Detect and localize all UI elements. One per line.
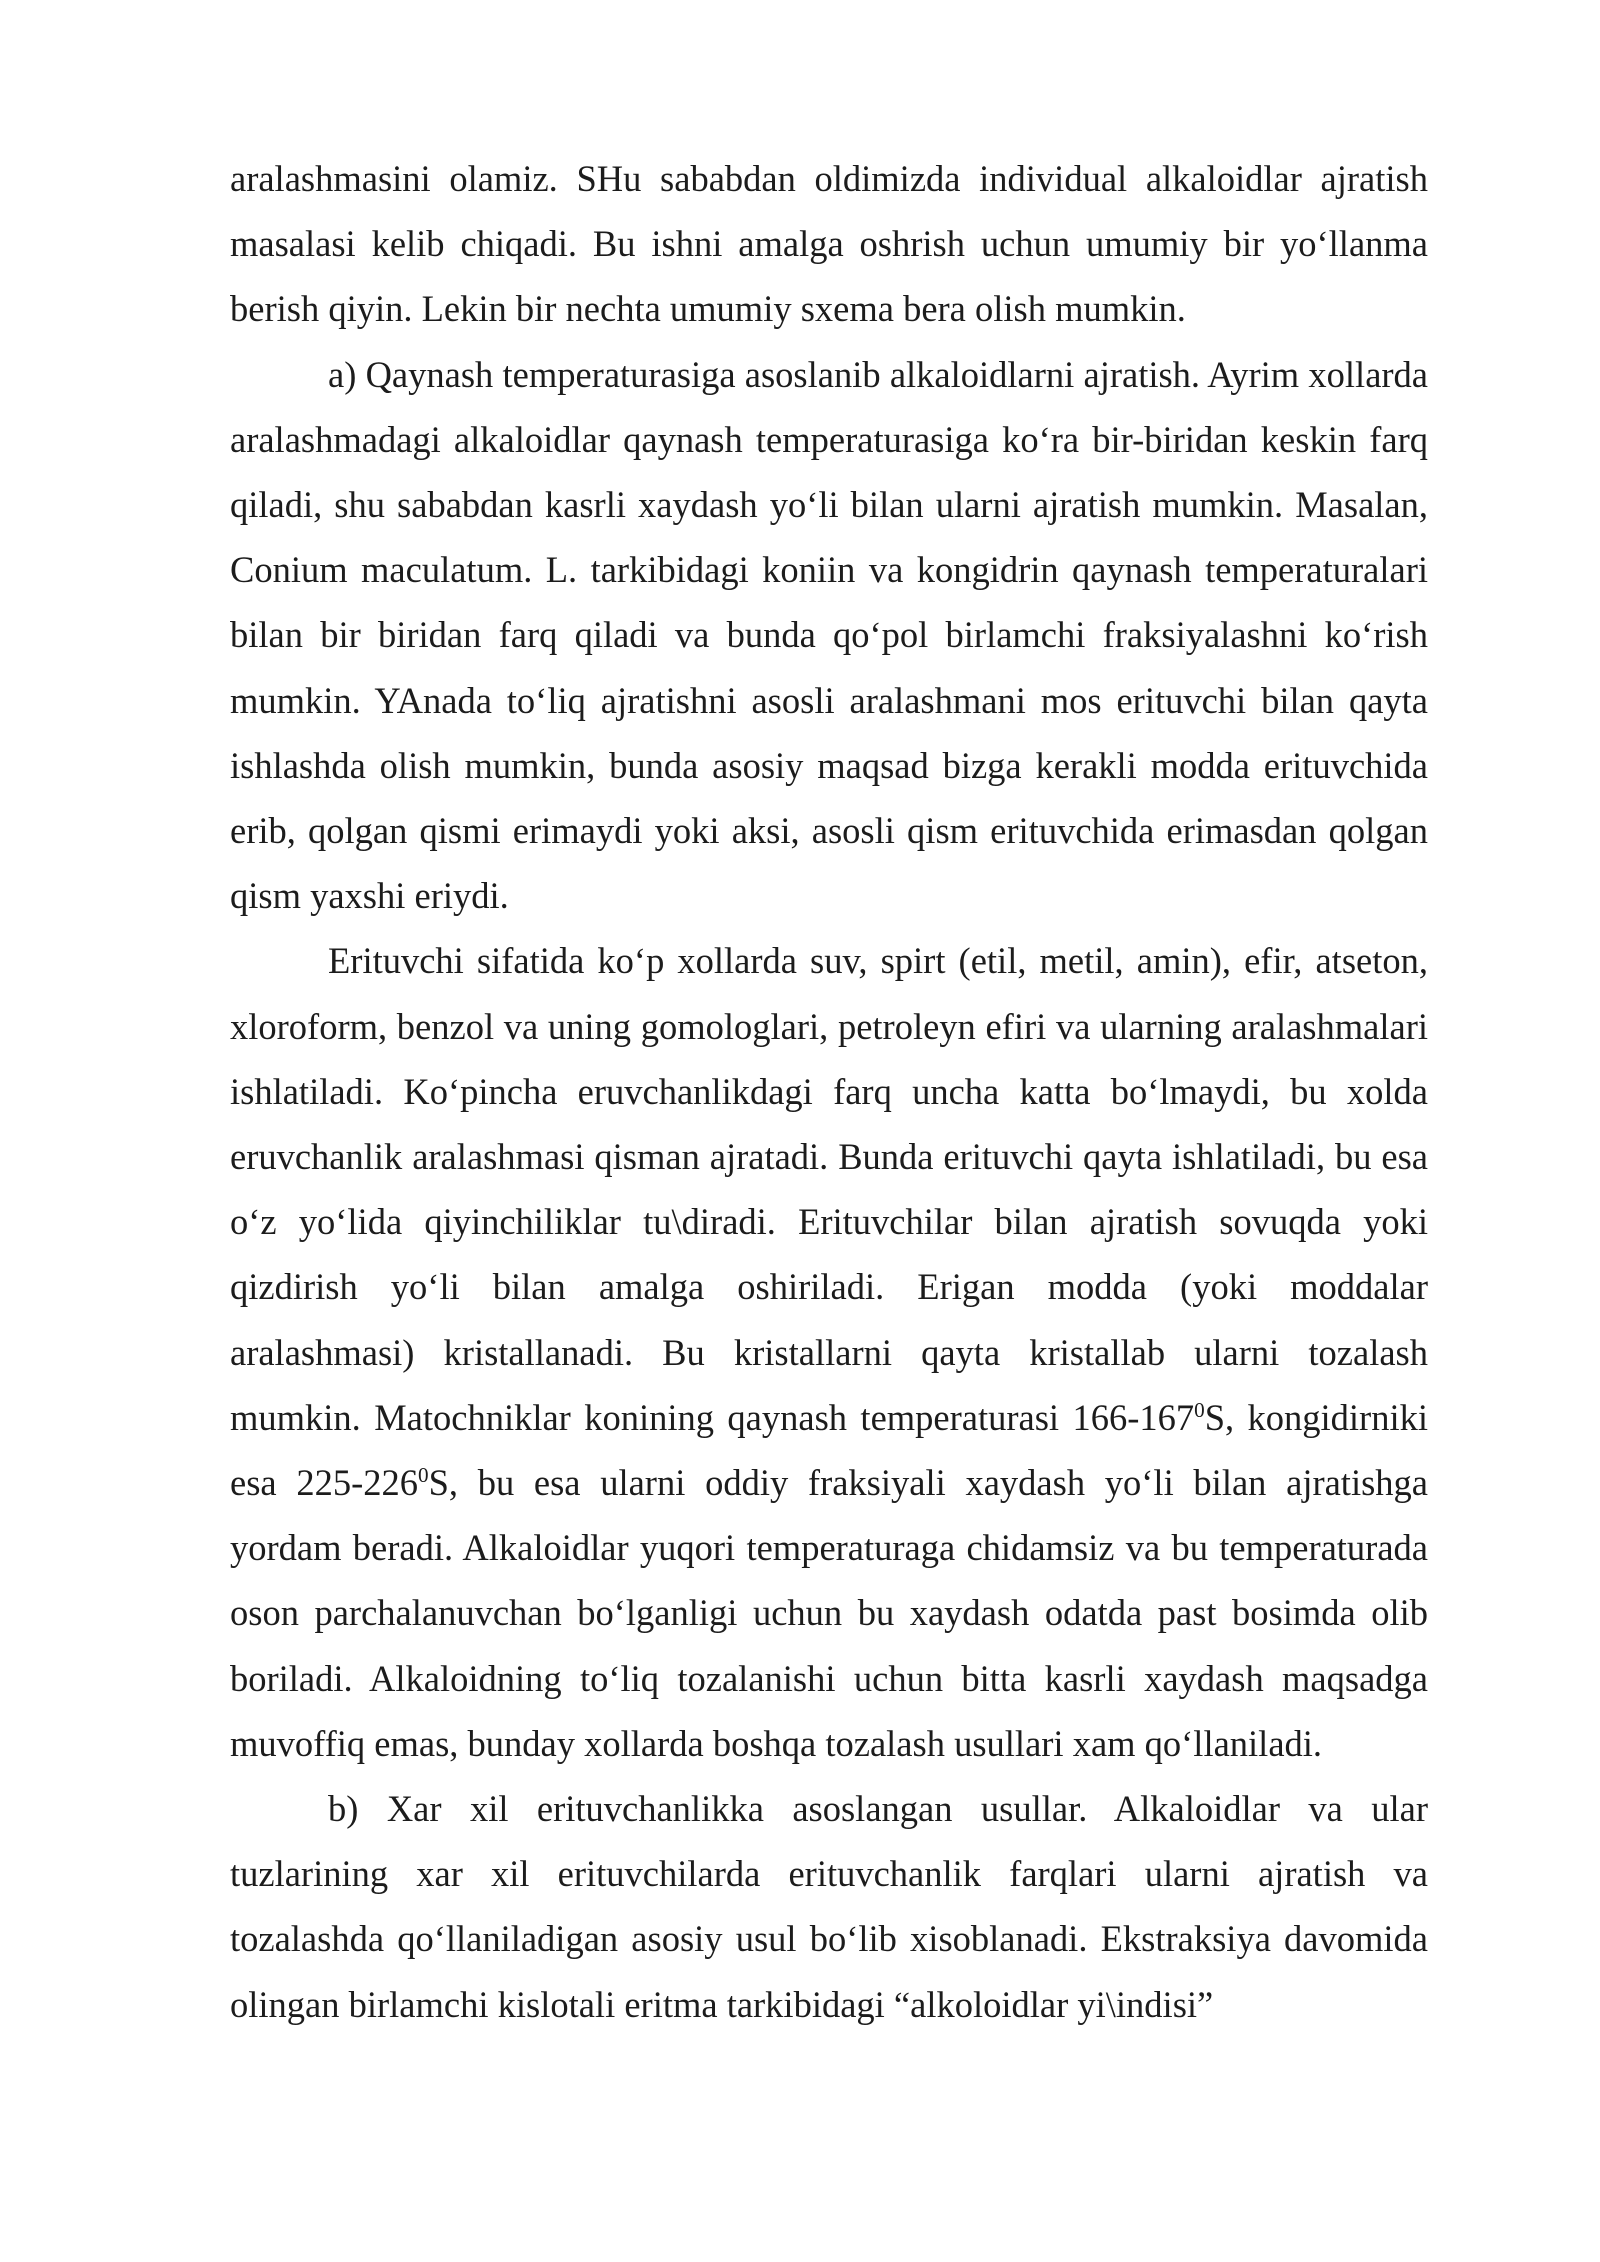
paragraph-4-solubility-methods bbox=[230, 1776, 1428, 2037]
paragraph-3-text-part-3: S, bu esa ularni oddiy fraksiyali xaydash yo‘li bilan ajratishga yordam beradi. Alkaloidlar yuqori temperaturaga chidamsiz va bu temperaturada oson parchalanuvchan bo‘lganligi uchun bu xaydash odatda past bosimda olib boriladi. Alkaloidning to‘liq tozalanishi uchun bitta kasrli xaydash maqsadga muvoffiq emas, bunday xollarda boshqa tozalash usullari xam qo‘llaniladi. bbox=[230, 1462, 1428, 1764]
degree-superscript: 0 bbox=[1194, 1397, 1205, 1422]
paragraph-2-boiling-temperature-separation bbox=[230, 342, 1428, 929]
degree-superscript: 0 bbox=[417, 1462, 429, 1487]
paragraph-3-text-part-1: Erituvchi sifatida ko‘p xollarda suv, spirt (etil, metil, amin), efir, atseton, xloroform, benzol va uning gomologlari, petroleyn efiri va ularning aralashmalari ishlatiladi. Ko‘pincha eruvchanlikdagi farq uncha katta bo‘lmaydi, bu xolda eruvchanlik aralashmasi qisman ajratadi. Bunda erituvchi qayta ishlatiladi, bu esa o‘z yo‘lida qiyinchiliklar tu\diradi. Erituvchilar bilan ajratish sovuqda yoki qizdirish yo‘li bilan amalga oshiriladi. Erigan modda (yoki moddalar aralashmasi) kristallanadi. Bu kristallarni qayta kristallab ularni tozalash mumkin. Matochniklar konining qaynash temperaturasi 166-167 bbox=[230, 940, 1428, 1438]
paragraph-3-text-part-2: S, kongidirniki esa 225-226 bbox=[230, 1396, 1428, 1504]
paragraph-2-text: a) Qaynash temperaturasiga asoslanib alkaloidlarni ajratish. Ayrim xollarda aralashmadagi alkaloidlar qaynash temperaturasiga ko‘ra bir-biridan keskin farq qiladi, shu sababdan kasrli xaydash yo‘li bilan ularni ajratish mumkin. Masalan, Conium maculatum. L. tarkibidagi koniin va kongidrin qaynash temperaturalari bilan bir biridan farq qiladi va bunda qo‘pol birlamchi fraksiyalashni ko‘rish mumkin. YAnada to‘liq ajratishni asosli aralashmani mos erituvchi bilan qayta ishlashda olish mumkin, bunda asosiy maqsad bizga kerakli modda erituvchida erib, qolgan qismi erimaydi yoki aksi, asosli qism erituvchida erimasdan qolgan qism yaxshi eriydi. bbox=[230, 353, 1428, 917]
paragraph-4-text: b) Xar xil erituvchanlikka asoslangan usullar. Alkaloidlar va ular tuzlarining xar xil erituvchilarda erituvchanlik farqlari ularni ajratish va tozalashda qo‘llaniladigan asosiy usul bo‘lib xisoblanadi. Ekstraksiya davomida olingan birlamchi kislotali eritma tarkibidagi “alkoloidlar yi\indisi” bbox=[230, 1788, 1428, 2025]
paragraph-1 bbox=[230, 146, 1428, 342]
paragraph-1-text: aralashmasini olamiz. SHu sababdan oldimizda individual alkaloidlar ajratish masalasi kelib chiqadi. Bu ishni amalga oshrish uchun umumiy bir yo‘llanma berish qiyin. Lekin bir nechta umumiy sxema bera olish mumkin. bbox=[230, 158, 1428, 330]
body-text bbox=[230, 146, 1428, 2037]
paragraph-3-solvents bbox=[230, 928, 1428, 1776]
